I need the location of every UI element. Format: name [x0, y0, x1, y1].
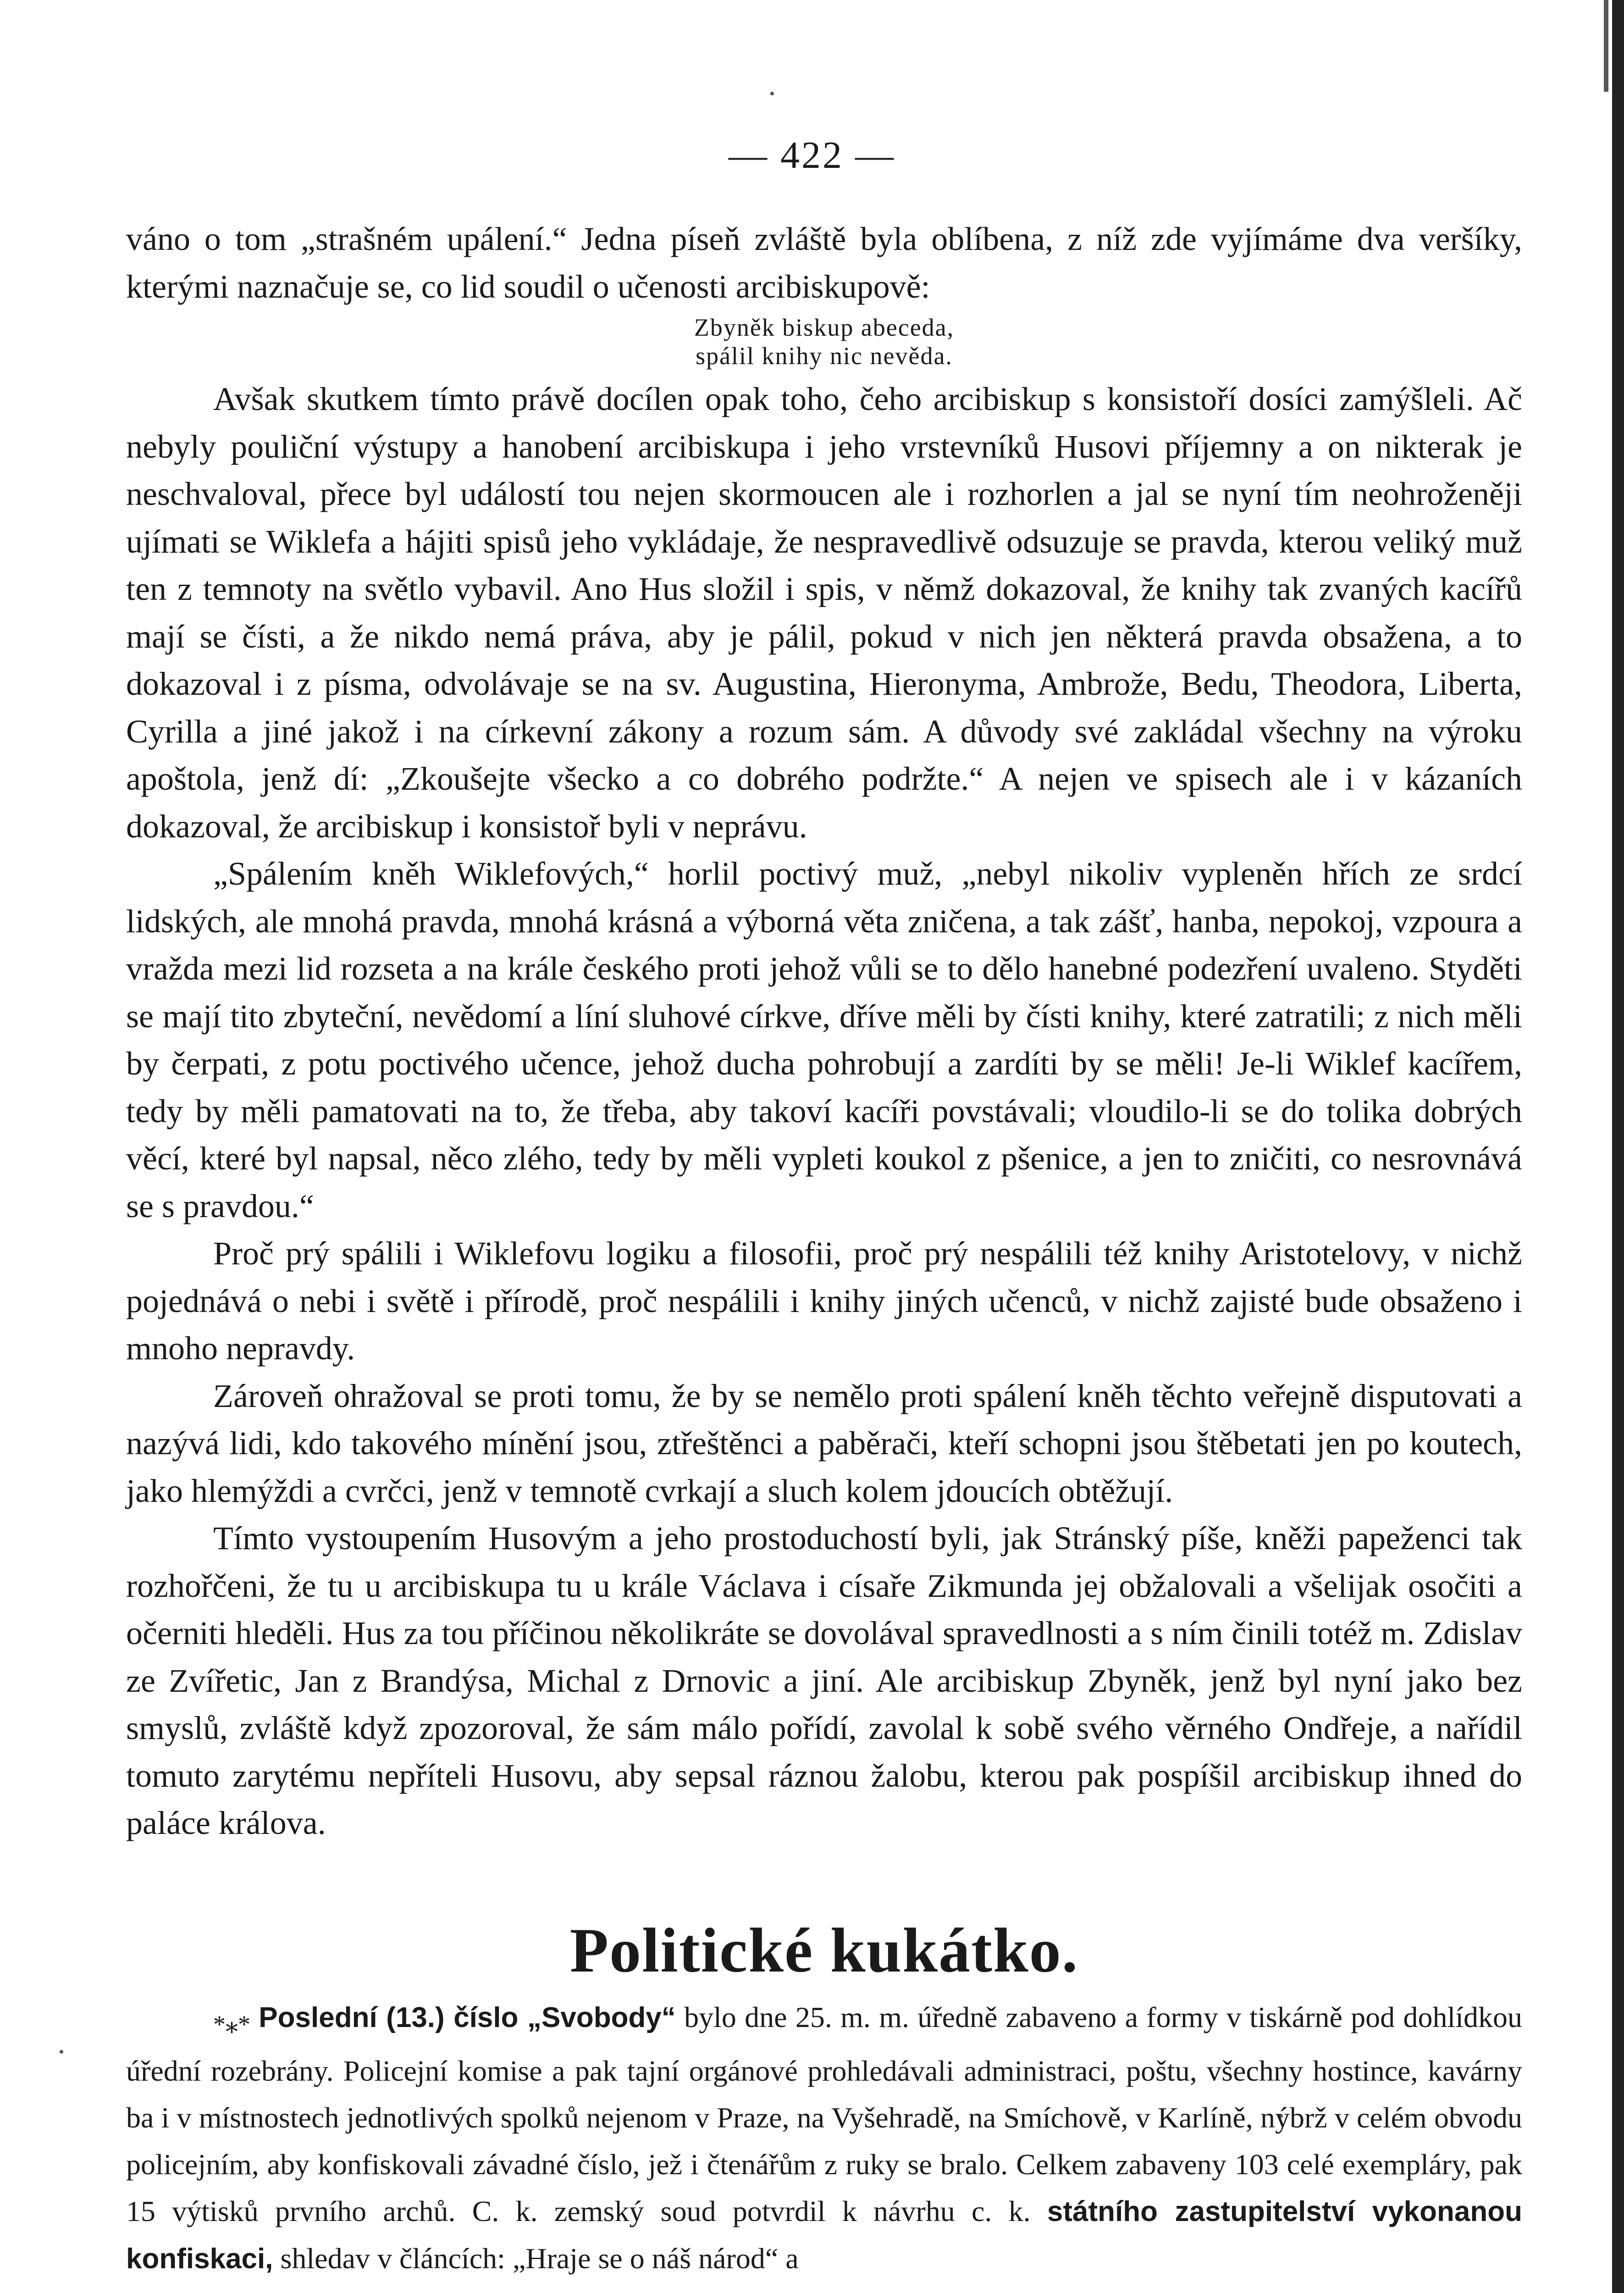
paragraph: Zároveň ohražoval se proti tomu, že by se nemělo proti spálení kněh těchto veřejně disputovati a nazývá lidi, kdo takového mínění jsou, ztřeštěnci a paběrači, kteří schopni jsou štěbetati jen po koutech, jako hlemýždi a cvrčci, jenž v temnotě cvrkají a sluch kolem jdoucích obtěžují. [126, 1377, 1522, 1509]
news-bold-phrase: státního zastupitelství vykonanou konfiskaci, [126, 2195, 1523, 2275]
paragraph: Avšak skutkem tímto právě docílen opak toho, čeho arcibiskup s konsistoří dosíci zamýšleli. Ač nebyly pouliční výstupy a hanobení arcibiskupa i jeho vrstevníků Husovi příjemny a on nikterak je neschvaloval, přece byl událostí tou nejen skormoucen ale i rozhorlen a jal se nyní tím neohroženěji ujímati se Wiklefa a hájiti spisů jeho vykládaje, že nespravedlivě odsuzuje se pravda, kterou veliký muž ten z temnoty na světlo vybavil. Ano Hus složil i spis, v němž dokazoval, že knihy tak zvaných kacířů mají se čísti, a že nikdo nemá práva, aby je pálil, pokud v nich jen některá pravda obsažena, a to dokazoval i z písma, odvolávaje se na sv. Augustina, Hieronyma, Ambrože, Bedu, Theodora, Liberta, Cyrilla a jiné jakož i na církevní zákony a rozum sám. A důvody své zakládal všechny na výroku apoštola, jenž dí: „Zkoušejte všecko a co dobrého podržte.“ A nejen ve spisech ale i v kázaních dokazoval, že arcibiskup i konsistoř byli v neprávu. [126, 381, 1522, 845]
verse-line: spálil knihy nic nevěda. [696, 342, 953, 370]
paragraph: „Spálením kněh Wiklefových,“ horlil poctivý muž, „nebyl nikoliv vypleněn hřích ze srdcí lidských, ale mnohá pravda, mnohá krásná a výborná věta zničena, a tak zášť, hanba, nepokoj, vzpoura a vražda mezi lid rozseta a na krále českého proti jehož vůli se to dělo hanebné podezření uvaleno. Styděti se mají tito zbyteční, nevědomí a líní sluhové církve, dříve měli by čísti knihy, které zatratili; z nich měli by čerpati, z potu poctivého učence, jehož ducha pohrobují a zardíti by se měli! Je-li Wiklef kacířem, tedy by měli pamatovati na to, že třeba, aby takoví kacíři povstávali; vloudilo-li se do tolika dobrých věcí, které byl napsal, něco zlého, tedy by měli vypleti koukol z pšenice, a jen to zničiti, co nesrovnává se s pravdou.“ [126, 855, 1522, 1224]
page-number: — 422 — [729, 134, 895, 177]
paragraph: Proč prý spálili i Wiklefovu logiku a filosofii, proč prý nespálili též knihy Aristotelovy, v nichž pojednává o nebi i světě i přírodě, proč nespálili i knihy jiných učenců, v nichž zajisté bude obsaženo i mnoho nepravdy. [126, 1235, 1522, 1367]
news-text: shledav v článcích: „Hraje se o náš národ“ a [273, 2242, 799, 2275]
body-text [126, 216, 1522, 2282]
scan-speck [60, 2050, 63, 2054]
verse-line: Zbyněk biskup abeceda, [694, 314, 955, 341]
verse [126, 313, 1522, 370]
scan-edge-mark [1604, 0, 1608, 92]
scan-edge [1612, 0, 1624, 2293]
news-text: bylo dne 25. m. m. úředně zabaveno a formy v tiskárně pod dohlídkou úřední rozebrány. Policejní komise a pak tajní orgánové prohledávali administraci, poštu, všechny hostince, kavárny ba i v místnostech jednotlivých spolků nejenom v Praze, na Vyšehradě, na Smíchově, v Karlíně, nýbrž v celém obvodu policejním, aby konfiskovali závadné číslo, jež i čtenářům z ruky se bralo. Celkem zabaveny 103 celé exempláry, pak 15 výtisků prvního archů. C. k. zemský soud potvrdil k návrhu c. k. [126, 2000, 1523, 2227]
scan-speck [770, 92, 774, 95]
paragraph: váno o tom „strašném upálení.“ Jedna píseň zvláště byla oblíbena, z níž zde vyjímáme dva veršíky, kterými naznačuje se, co lid soudil o učenosti arcibiskupově: [126, 221, 1522, 305]
paragraph: Tímto vystoupením Husovým a jeho prostoduchostí byli, jak Stránský píše, kněži papeženci tak rozhořčeni, že tu u arcibiskupa tu u krále Václava i císaře Zikmunda jej obžalovali a všelijak osočiti a očerniti hleděli. Hus za tou příčinou několikráte se dovolával spravedlnosti a s ním činili totéž m. Zdislav ze Zvířetic, Jan z Brandýsa, Michal z Drnovic a jiní. Ale arcibiskup Zbyněk, jenž byl nyní jako bez smyslů, zvláště když zpozoroval, že sám málo pořídí, zavolal k sobě svého věrného Ondřeje, a nařídil tomuto zarytému nepříteli Husovu, aby sepsal ráznou žalobu, kterou pak pospíšil arcibiskup ihned do paláce králova. [126, 1520, 1522, 1841]
asterism: *⁎* [213, 2010, 250, 2038]
news-item [126, 1994, 1522, 2282]
news-lead: Poslední (13.) číslo „Svobody“ [259, 2001, 676, 2033]
section-title: Politické kukátko. [569, 1915, 1079, 1985]
